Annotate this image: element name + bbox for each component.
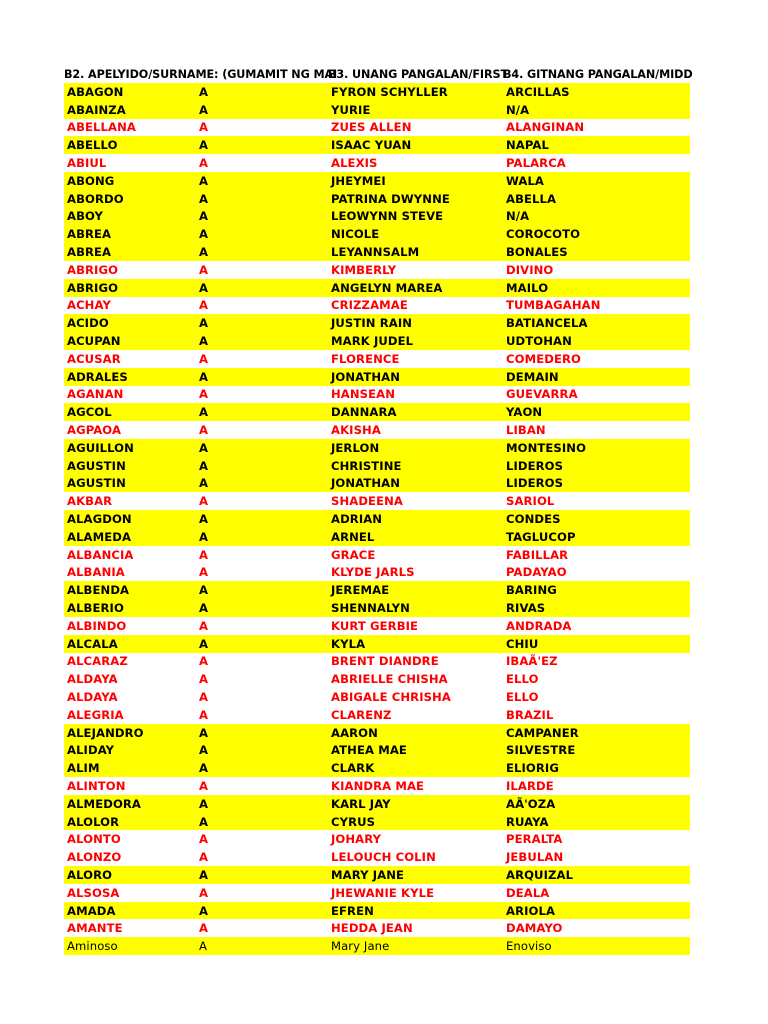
surname-cell: ALCARAZ	[67, 654, 128, 669]
first-name-cell: BRENT DIANDRE	[331, 654, 439, 669]
surname-cell: ALONTO	[67, 832, 121, 847]
surname-cell: Aminoso	[67, 939, 118, 954]
letter-cell: A	[199, 565, 209, 580]
middle-name-cell: COROCOTO	[506, 227, 581, 242]
letter-cell: A	[199, 227, 209, 242]
table-row	[64, 848, 690, 866]
letter-cell: A	[199, 458, 209, 473]
middle-name-cell: ALANGINAN	[506, 120, 585, 135]
middle-name-cell: LIDEROS	[506, 458, 564, 473]
middle-name-cell: ILARDE	[506, 778, 554, 793]
first-name-cell: KIANDRA MAE	[331, 778, 425, 793]
first-name-cell: FLORENCE	[331, 351, 400, 366]
first-name-cell: SHADEENA	[331, 494, 403, 509]
surname-cell: ALONZO	[67, 850, 122, 865]
table-row	[64, 599, 690, 617]
header-middle-name: B4. GITNANG PANGALAN/MIDD	[503, 67, 693, 81]
middle-name-cell: RIVAS	[506, 601, 546, 615]
surname-cell: ALEGRIA	[67, 707, 124, 722]
surname-cell: ABRIGO	[67, 280, 119, 295]
letter-cell: A	[199, 921, 209, 936]
middle-name-cell: IBAÃ'EZ	[506, 654, 558, 669]
middle-name-cell: UDTOHAN	[506, 334, 572, 349]
middle-name-cell: N/A	[506, 209, 530, 224]
middle-name-cell: YAON	[506, 405, 543, 420]
letter-cell: A	[199, 298, 209, 313]
first-name-cell: JHEWANIE KYLE	[331, 885, 435, 900]
middle-name-cell: CHIU	[506, 636, 539, 651]
letter-cell: A	[199, 369, 209, 384]
letter-cell: A	[199, 84, 209, 99]
first-name-cell: LELOUCH COLIN	[331, 850, 436, 865]
surname-cell: ACUSAR	[67, 351, 121, 366]
table-row	[64, 368, 690, 386]
surname-cell: ALINTON	[67, 778, 126, 793]
letter-cell: A	[199, 654, 209, 669]
surname-cell: ABOY	[67, 209, 104, 224]
surname-cell: ABAGON	[67, 84, 124, 99]
surname-cell: ABIUL	[67, 156, 107, 171]
table-row	[64, 902, 690, 920]
middle-name-cell: ELIORIG	[506, 761, 559, 776]
letter-cell: A	[199, 707, 209, 722]
table-row	[64, 225, 690, 243]
first-name-cell: KLYDE JARLS	[331, 565, 415, 580]
middle-name-cell: MAILO	[506, 280, 549, 295]
first-name-cell: PATRINA DWYNNE	[331, 191, 450, 206]
table-row	[64, 759, 690, 777]
table-row	[64, 653, 690, 671]
table-row	[64, 492, 690, 510]
table-row	[64, 564, 690, 582]
middle-name-cell: DIVINO	[506, 262, 554, 277]
surname-cell: ALBINDO	[67, 618, 127, 633]
letter-cell: A	[199, 583, 209, 598]
table-row	[64, 421, 690, 439]
letter-cell: A	[199, 601, 209, 615]
surname-cell: AMANTE	[67, 921, 123, 936]
first-name-cell: ZUES ALLEN	[331, 120, 412, 135]
middle-name-cell: PERALTA	[506, 832, 563, 847]
table-row	[64, 795, 690, 813]
first-name-cell: ATHEA MAE	[331, 743, 407, 758]
letter-cell: A	[199, 672, 209, 687]
first-name-cell: FYRON SCHYLLER	[331, 84, 448, 99]
middle-name-cell: ELLO	[506, 672, 539, 687]
letter-cell: A	[199, 743, 209, 758]
first-name-cell: CRIZZAMAE	[331, 298, 408, 313]
surname-cell: ALAMEDA	[67, 529, 132, 544]
table-row	[64, 297, 690, 315]
letter-cell: A	[199, 850, 209, 865]
first-name-cell: ABIGALE CHRISHA	[331, 689, 451, 704]
table-row	[64, 261, 690, 279]
first-name-cell: JEREMAE	[331, 583, 390, 598]
table-row	[64, 688, 690, 706]
letter-cell: A	[199, 102, 209, 117]
header-surname: B2. APELYIDO/SURNAME: (GUMAMIT NG MAI	[64, 67, 338, 81]
table-row	[64, 154, 690, 172]
table-row	[64, 279, 690, 297]
first-name-cell: JHEYMEI	[331, 173, 386, 188]
name-list-table	[64, 65, 693, 955]
table-row	[64, 386, 690, 404]
first-name-cell: HANSEAN	[331, 387, 396, 402]
middle-name-cell: NAPAL	[506, 138, 549, 153]
letter-cell: A	[199, 494, 209, 509]
first-name-cell: KYLA	[331, 636, 366, 651]
middle-name-cell: Enoviso	[506, 939, 552, 954]
first-name-cell: JERLON	[331, 440, 380, 455]
middle-name-cell: ABELLA	[506, 191, 557, 206]
first-name-cell: KURT GERBIE	[331, 618, 419, 633]
letter-cell: A	[199, 832, 209, 847]
letter-cell: A	[199, 209, 209, 224]
table-row	[64, 777, 690, 795]
middle-name-cell: AÃ'OZA	[506, 796, 556, 811]
middle-name-cell: ANDRADA	[506, 618, 572, 633]
middle-name-cell: FABILLAR	[506, 547, 569, 562]
letter-cell: A	[199, 156, 209, 171]
middle-name-cell: ELLO	[506, 689, 539, 704]
letter-cell: A	[199, 529, 209, 544]
first-name-cell: CLARENZ	[331, 707, 392, 722]
first-name-cell: DANNARA	[331, 405, 397, 420]
letter-cell: A	[199, 689, 209, 704]
surname-cell: ALCALA	[67, 636, 118, 651]
first-name-cell: AKISHA	[331, 423, 381, 438]
surname-cell: ACHAY	[67, 298, 111, 313]
table-row	[64, 83, 690, 101]
surname-cell: ALSOSA	[67, 885, 120, 900]
surname-cell: AGPAOA	[67, 423, 122, 438]
middle-name-cell: PALARCA	[506, 156, 566, 171]
letter-cell: A	[199, 120, 209, 135]
surname-cell: ALBENDA	[67, 583, 130, 598]
table-row	[64, 119, 690, 137]
surname-cell: AKBAR	[67, 494, 113, 509]
surname-cell: ALAGDON	[67, 512, 132, 527]
first-name-cell: ISAAC YUAN	[331, 138, 412, 153]
letter-cell: A	[199, 316, 209, 331]
table-row	[64, 314, 690, 332]
middle-name-cell: ARIOLA	[506, 903, 556, 918]
table-row	[64, 670, 690, 688]
table-row	[64, 884, 690, 902]
middle-name-cell: GUEVARRA	[506, 387, 578, 402]
surname-cell: AGUSTIN	[67, 458, 126, 473]
middle-name-cell: MONTESINO	[506, 440, 587, 455]
surname-cell: ALBANCIA	[67, 547, 134, 562]
table-row	[64, 243, 690, 261]
surname-cell: ALOLOR	[67, 814, 120, 829]
first-name-cell: JOHARY	[331, 832, 382, 847]
surname-cell: AGUILLON	[67, 440, 134, 455]
surname-cell: ABORDO	[67, 191, 124, 206]
table-row	[64, 706, 690, 724]
middle-name-cell: TAGLUCOP	[506, 529, 576, 544]
surname-cell: AGCOL	[67, 405, 112, 420]
table-row	[64, 136, 690, 154]
first-name-cell: CYRUS	[331, 814, 376, 829]
first-name-cell: KIMBERLY	[331, 262, 397, 277]
surname-cell: ALDAYA	[67, 689, 118, 704]
table-row	[64, 439, 690, 457]
letter-cell: A	[199, 903, 209, 918]
table-row	[64, 101, 690, 119]
letter-cell: A	[199, 173, 209, 188]
middle-name-cell: DAMAYO	[506, 921, 563, 936]
letter-cell: A	[199, 814, 209, 829]
surname-cell: ALIDAY	[67, 743, 115, 758]
first-name-cell: CHRISTINE	[331, 458, 402, 473]
table-row	[64, 581, 690, 599]
letter-cell: A	[199, 512, 209, 527]
surname-cell: ALIM	[67, 761, 100, 776]
letter-cell: A	[199, 405, 209, 420]
table-row	[64, 919, 690, 937]
middle-name-cell: CONDES	[506, 512, 561, 527]
table-row	[64, 350, 690, 368]
middle-name-cell: ARQUIZAL	[506, 867, 574, 882]
letter-cell: A	[199, 191, 209, 206]
first-name-cell: ABRIELLE CHISHA	[331, 672, 448, 687]
surname-cell: ABREA	[67, 227, 112, 242]
middle-name-cell: RUAYA	[506, 814, 549, 829]
first-name-cell: MARY JANE	[331, 867, 405, 882]
middle-name-cell: PADAYAO	[506, 565, 567, 580]
middle-name-cell: BATIANCELA	[506, 316, 588, 331]
middle-name-cell: DEMAIN	[506, 369, 559, 384]
letter-cell: A	[199, 725, 209, 740]
letter-cell: A	[199, 761, 209, 776]
first-name-cell: GRACE	[331, 547, 376, 562]
table-row	[64, 332, 690, 350]
first-name-cell: SHENNALYN	[331, 601, 410, 615]
table-row	[64, 475, 690, 493]
surname-cell: ADRALES	[67, 369, 128, 384]
middle-name-cell: BARING	[506, 583, 557, 598]
middle-name-cell: BRAZIL	[506, 707, 554, 722]
letter-cell: A	[199, 387, 209, 402]
table-row	[64, 830, 690, 848]
letter-cell: A	[199, 618, 209, 633]
table-body	[64, 83, 690, 955]
first-name-cell: JONATHAN	[331, 476, 401, 491]
letter-cell: A	[199, 796, 209, 811]
table-row	[64, 741, 690, 759]
table-row	[64, 528, 690, 546]
first-name-cell: JUSTIN RAIN	[331, 316, 413, 331]
table-row	[64, 546, 690, 564]
letter-cell: A	[199, 245, 209, 260]
surname-cell: AMADA	[67, 903, 116, 918]
table-row	[64, 457, 690, 475]
surname-cell: ALBANIA	[67, 565, 125, 580]
surname-cell: ALMEDORA	[67, 796, 141, 811]
first-name-cell: ARNEL	[331, 529, 375, 544]
letter-cell: A	[199, 351, 209, 366]
first-name-cell: ANGELYN MAREA	[331, 280, 443, 295]
first-name-cell: ALEXIS	[331, 156, 378, 171]
middle-name-cell: BONALES	[506, 245, 568, 260]
surname-cell: ALDAYA	[67, 672, 118, 687]
first-name-cell: MARK JUDEL	[331, 334, 414, 349]
middle-name-cell: CAMPANER	[506, 725, 579, 740]
surname-cell: ALORO	[67, 867, 113, 882]
middle-name-cell: N/A	[506, 102, 530, 117]
middle-name-cell: LIBAN	[506, 423, 546, 438]
table-row	[64, 866, 690, 884]
surname-cell: ABREA	[67, 245, 112, 260]
middle-name-cell: LIDEROS	[506, 476, 564, 491]
surname-cell: ALEJANDRO	[67, 725, 144, 740]
surname-cell: ACUPAN	[67, 334, 121, 349]
first-name-cell: HEDDA JEAN	[331, 921, 413, 936]
first-name-cell: AARON	[331, 725, 378, 740]
table-row	[64, 937, 690, 955]
first-name-cell: KARL JAY	[331, 796, 391, 811]
table-row	[64, 190, 690, 208]
letter-cell: A	[199, 423, 209, 438]
letter-cell: A	[199, 280, 209, 295]
table-row	[64, 635, 690, 653]
table-row	[64, 403, 690, 421]
middle-name-cell: WALA	[506, 173, 545, 188]
middle-name-cell: JEBULAN	[506, 850, 564, 865]
first-name-cell: Mary Jane	[331, 939, 390, 954]
surname-cell: ABELLO	[67, 138, 118, 153]
letter-cell: A	[199, 262, 209, 277]
surname-cell: ABELLANA	[67, 120, 136, 135]
first-name-cell: EFREN	[331, 903, 374, 918]
letter-cell: A	[199, 476, 209, 491]
middle-name-cell: ARCILLAS	[506, 84, 570, 99]
table-row	[64, 617, 690, 635]
surname-cell: ABONG	[67, 173, 115, 188]
surname-cell: ALBERIO	[67, 601, 124, 615]
middle-name-cell: SILVESTRE	[506, 743, 576, 758]
letter-cell: A	[199, 547, 209, 562]
letter-cell: A	[199, 778, 209, 793]
table-row	[64, 813, 690, 831]
first-name-cell: LEYANNSALM	[331, 245, 420, 260]
letter-cell: A	[199, 440, 209, 455]
letter-cell: A	[199, 334, 209, 349]
table-row	[64, 510, 690, 528]
header-row	[64, 65, 693, 83]
letter-cell: A	[199, 885, 209, 900]
first-name-cell: JONATHAN	[331, 369, 401, 384]
surname-cell: AGUSTIN	[67, 476, 126, 491]
middle-name-cell: COMEDERO	[506, 351, 581, 366]
first-name-cell: YURIE	[331, 102, 371, 117]
letter-cell: A	[199, 939, 208, 954]
table-row	[64, 208, 690, 226]
middle-name-cell: TUMBAGAHAN	[506, 298, 601, 313]
first-name-cell: CLARK	[331, 761, 375, 776]
first-name-cell: NICOLE	[331, 227, 380, 242]
letter-cell: A	[199, 867, 209, 882]
first-name-cell: ADRIAN	[331, 512, 383, 527]
surname-cell: ACIDO	[67, 316, 109, 331]
middle-name-cell: DEALA	[506, 885, 550, 900]
surname-cell: ABAINZA	[67, 102, 126, 117]
table-row	[64, 724, 690, 742]
letter-cell: A	[199, 138, 209, 153]
letter-cell: A	[199, 636, 209, 651]
surname-cell: ABRIGO	[67, 262, 119, 277]
header-first-name: B3. UNANG PANGALAN/FIRST	[328, 67, 508, 81]
table-row	[64, 172, 690, 190]
first-name-cell: LEOWYNN STEVE	[331, 209, 444, 224]
middle-name-cell: SARIOL	[506, 494, 555, 509]
surname-cell: AGANAN	[67, 387, 124, 402]
